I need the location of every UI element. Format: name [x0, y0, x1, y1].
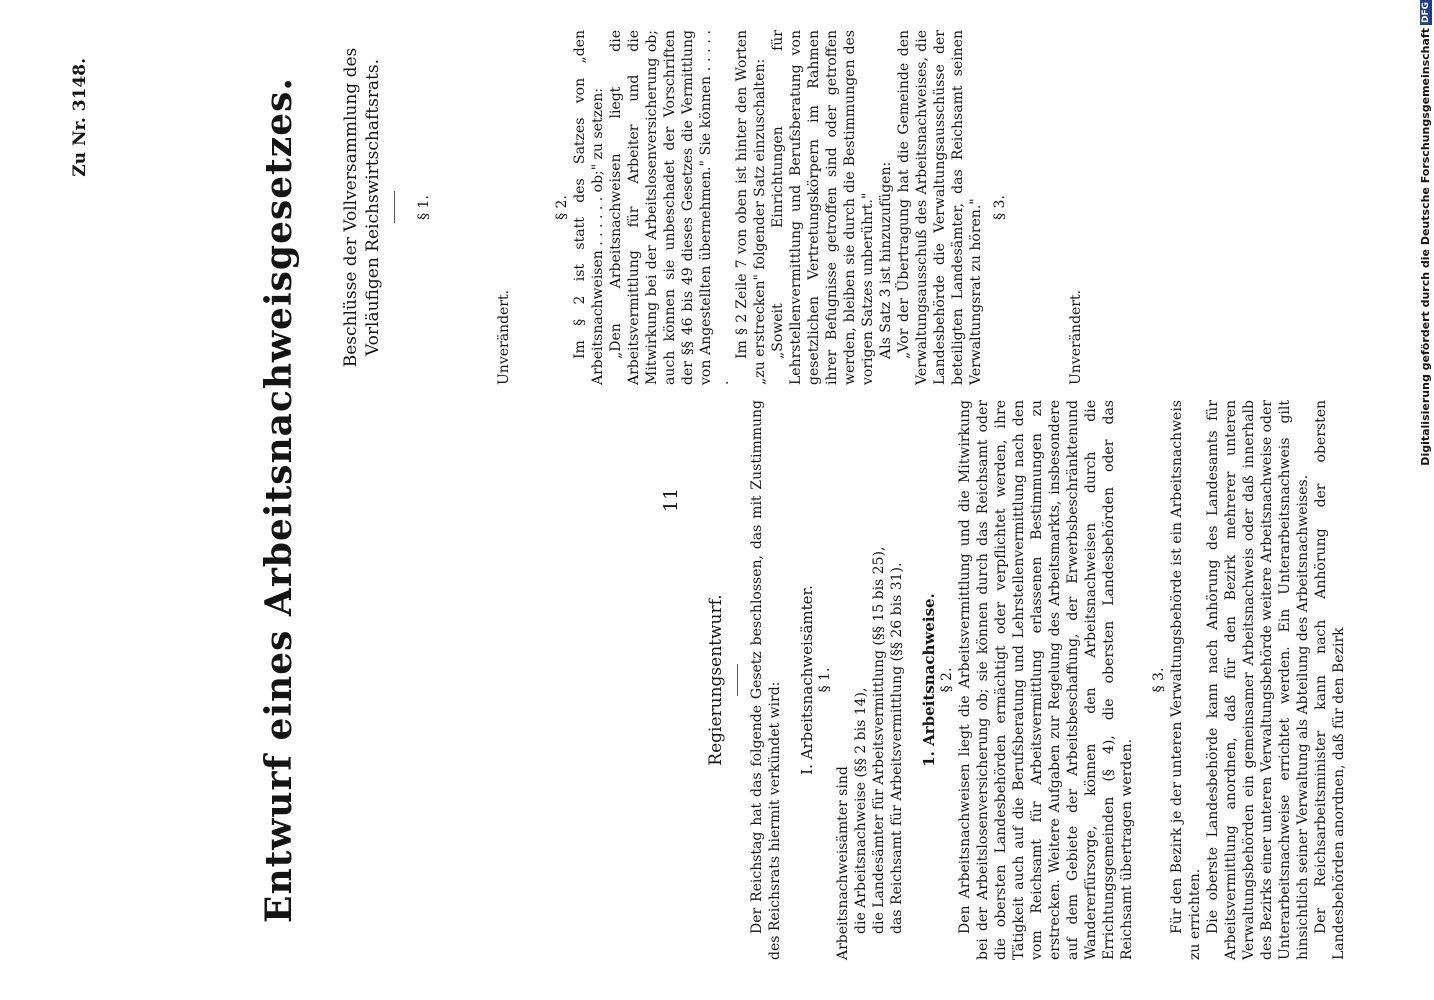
page-number: 11: [660, 487, 682, 513]
column-heading-government: Regierungsentwurf.: [706, 594, 726, 766]
para1-label: § 1.: [416, 195, 432, 220]
para3-text: Für den Bezirk je der unteren Verwaltungsbehörde ist ein Arbeitsnachweis zu errichten.: [1169, 400, 1203, 960]
para1-label: § 1.: [817, 667, 833, 693]
para1-lead: Arbeitsnachweisämter sind: [835, 766, 851, 960]
separator-rule: [737, 664, 738, 696]
para3-text: Der Reichsarbeitsminister kann nach Anhörung der obersten Landesbehörden anordnen, daß für den Bezirk: [1313, 400, 1347, 960]
council-resolution-column: [340, 30, 1085, 385]
para2-label: § 2.: [554, 195, 570, 220]
para2-quote: „Vor der Übertragung hat die Gemeinde den Verwaltungsausschuß des Arbeitsnachweises, die Landesbehörde die Verwaltungsausschüsse der beteiligten Landesämter, das Reichsamt seinen Verwaltungsrat zu hören.": [896, 30, 984, 385]
para1-item: das Reichsamt für Arbeitsvermittlung (§§ 26 bis 31).: [889, 562, 905, 934]
document-title: Entwurf eines Arbeitsnachweisgesetzes.: [258, 77, 300, 923]
section-heading-I: I. Arbeitsnachweisämter.: [798, 585, 816, 775]
dfg-logo: DFG: [1421, 2, 1431, 24]
document-reference: Zu Nr. 3148.: [70, 58, 90, 177]
para2-text: Im § 2 ist statt des Satzes von „den Arbeitsnachweisen . . . . . . ob;" zu setzen:: [572, 30, 606, 385]
government-draft-column: [705, 400, 1348, 960]
digitization-credit: [1415, 0, 1434, 1000]
section-heading-1: 1. Arbeitsnachweise.: [920, 593, 938, 767]
para3-label: § 3.: [992, 195, 1008, 220]
para1-item: die Arbeitsnachweise (§§ 2 bis 14),: [853, 687, 869, 934]
credit-text: Digitalisierung gefördert durch die Deutsche Forschungsgemeinschaft: [1419, 28, 1432, 466]
para2-text: Im § 2 Zeile 7 von oben ist hinter den Worten „zu erstrecken" folgender Satz einzuschalten:: [734, 30, 768, 385]
para3-text: Die oberste Landesbehörde kann nach Anhörung des Landesamts für Arbeitsvermittlung anordnen, daß für den Bezirk mehrerer unteren Verwaltungsbehörden ein gemeinsamer Arbeitsnachweis oder daß innerhalb des Bezirks einer unteren Verwaltungsbehörde weitere Arbeitsnachweise oder Unterarbeitsnachweise errichtet werden. Ein Unterarbeitsnachweis gilt hinsichtlich seiner Verwaltung als Abteilung des Arbeitsnachweises.: [1205, 400, 1311, 960]
para3-text: Unverändert.: [1068, 289, 1084, 385]
separator-rule: [394, 192, 395, 224]
para2-quote: „Soweit Einrichtungen für Lehrstellenvermittlung und Berufsberatung von gesetzlichen Vertretungskörpern im Rahmen ihrer Befugnisse getroffen sind oder getroffen werden, bleiben sie durch die Bestimmungen des vorigen Satzes unberührt.": [770, 30, 876, 385]
para2-text: Den Arbeitsnachweisen liegt die Arbeitsvermittlung und die Mitwirkung bei der Arbeitslosenversicherung ob; sie können durch das Reichsamt oder die obersten Landesbehörden ermächtigt oder verpflichtet werden, ihre Tätigkeit auch auf die Berufsberatung und Lehrstellenvermittlung nach den vom Reichsamt für Arbeitsvermittlung erlassenen Bestimmungen zu erstrecken. Weitere Aufgaben zur Regelung des Arbeitsmarkts, insbesondere auf dem Gebiete der Arbeitsbeschaffung, der Erwerbsbeschränktenund Wandererfürsorge, können den Arbeitsnachweisen durch die Errichtungsgemeinden (§ 4), die obersten Landesbehörden oder das Reichsamt übertragen werden.: [957, 400, 1135, 960]
intro-text: Der Reichstag hat das folgende Gesetz beschlossen, das mit Zustimmung des Reichsrats hiermit verkündet wird:: [749, 400, 783, 960]
para2-quote: „Den Arbeitsnachweisen liegt die Arbeitsvermittlung für Arbeiter und die Mitwirkung bei der Arbeitslosenversicherung ob; auch können sie unbeschadet der Vorschriften der §§ 46 bis 49 dieses Gesetzes die Vermittlung von Angestellten übernehmen." Sie können . . . . . .: [608, 30, 732, 385]
para2-label: § 2.: [939, 667, 955, 693]
para3-label: § 3.: [1151, 667, 1167, 693]
para1-item: die Landesämter für Arbeitsvermittlung (§§ 15 bis 25),: [871, 546, 887, 934]
para1-text: Unverändert.: [496, 289, 512, 385]
para2-text: Als Satz 3 ist hinzuzufügen:: [878, 161, 894, 359]
column-heading-council: Beschlüsse der Vollversammlung des Vorläufigen Reichswirtschaftsrats.: [341, 47, 383, 368]
